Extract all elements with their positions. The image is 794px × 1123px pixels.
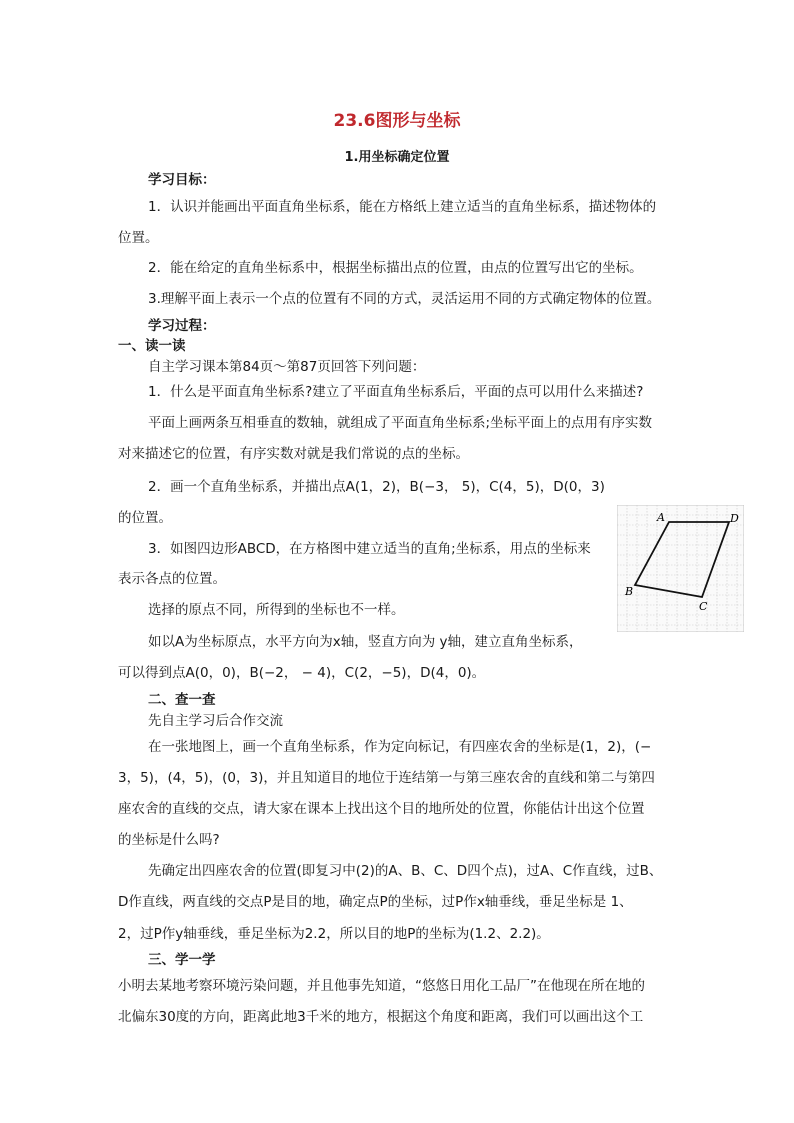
goal-1-line-2: 位置。 <box>118 230 159 246</box>
paragraph-3-line-3: 2，过P作y轴垂线，垂足坐标为2.2，所以目的地P的坐标为(1.2、2.2)。 <box>118 926 550 942</box>
paragraph-2-line-2: 3，5)，(4，5)，(0，3)，并且知道目的地位于连结第一与第三座农舍的直线和第二与第四 <box>118 770 655 786</box>
section-subtitle: 1.用坐标确定位置 <box>344 150 450 165</box>
section-1-intro: 自主学习课本第84页～第87页回答下列问题： <box>148 359 426 375</box>
answer-1-line-2: 对来描述它的位置，有序实数对就是我们常说的点的坐标。 <box>118 446 469 462</box>
answer-3-line-2: 如以A为坐标原点，水平方向为x轴，竖直方向为 y轴，建立直角坐标系， <box>148 634 583 650</box>
goal-1-line-1: 1．认识并能画出平面直角坐标系，能在方格纸上建立适当的直角坐标系，描述物体的 <box>148 199 657 215</box>
paragraph-3-line-1: 先确定出四座农舍的位置(即复习中(2)的A、B、C、D四个点)，过A、C作直线，过B、 <box>148 863 663 879</box>
section-2-heading: 二、查一查 <box>148 692 216 708</box>
question-3-line-1: 3．如图四边形ABCD，在方格图中建立适当的直角;坐标系，用点的坐标来 <box>148 541 591 557</box>
section-2-intro: 先自主学习后合作交流 <box>148 713 283 729</box>
quadrilateral-grid-figure <box>617 505 744 632</box>
paragraph-2-line-3: 座农舍的直线的交点，请大家在课本上找出这个目的地所处的位置，你能估计出这个位置 <box>118 801 645 817</box>
answer-3-line-3: 可以得到点A(0，0)，B(−2， − 4)，C(2，−5)，D(4，0)。 <box>118 665 486 681</box>
question-1: 1．什么是平面直角坐标系?建立了平面直角坐标系后，平面的点可以用什么来描述? <box>148 384 644 400</box>
paragraph-3-line-2: D作直线，两直线的交点P是目的地，确定点P的坐标，过P作x轴垂线，垂足坐标是 1、 <box>118 894 633 910</box>
goals-heading: 学习目标： <box>148 172 216 188</box>
paragraph-4-line-1: 小明去某地考察环境污染问题，并且他事先知道，“悠悠日用化工品厂”在他现在所在地的 <box>118 978 645 994</box>
vertex-label-b: B <box>625 585 634 598</box>
goal-2: 2．能在给定的直角坐标系中，根据坐标描出点的位置，由点的位置写出它的坐标。 <box>148 260 643 276</box>
vertex-label-a: A <box>657 511 665 524</box>
page-title: 23.6图形与坐标 <box>333 111 461 131</box>
vertex-label-c: C <box>699 600 708 613</box>
paragraph-4-line-2: 北偏东30度的方向，距离此地3千米的地方，根据这个角度和距离，我们可以画出这个工 <box>118 1009 644 1025</box>
question-3-line-2: 表示各点的位置。 <box>118 571 226 587</box>
answer-1-line-1: 平面上画两条互相垂直的数轴，就组成了平面直角坐标系;坐标平面上的点用有序实数 <box>148 415 653 431</box>
question-2-line-2: 的位置。 <box>118 510 172 526</box>
process-heading: 学习过程： <box>148 318 216 334</box>
goal-3: 3.理解平面上表示一个点的位置有不同的方式，灵活运用不同的方式确定物体的位置。 <box>148 291 661 307</box>
paragraph-2-line-1: 在一张地图上，画一个直角坐标系，作为定向标记，有四座农舍的坐标是(1，2)，(− <box>148 739 652 755</box>
section-1-heading: 一、读一读 <box>118 338 186 354</box>
section-3-heading: 三、学一学 <box>148 952 216 968</box>
question-2-line-1: 2．画一个直角坐标系，并描出点A(1，2)，B(−3， 5)，C(4，5)，D(0，3) <box>148 479 605 495</box>
grid-border <box>617 505 744 632</box>
paragraph-2-line-4: 的坐标是什么吗? <box>118 832 220 848</box>
answer-3-line-1: 选择的原点不同，所得到的坐标也不一样。 <box>148 602 405 618</box>
vertex-label-d: D <box>730 512 739 525</box>
